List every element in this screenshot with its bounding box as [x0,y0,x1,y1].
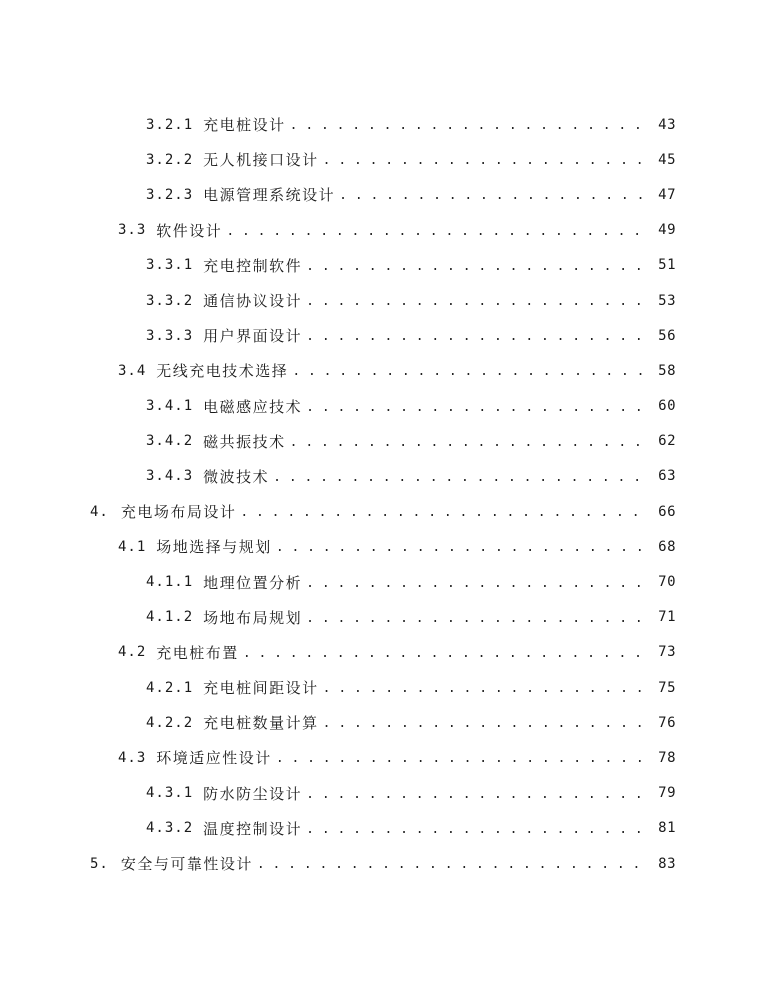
toc-entry-number: 3.2.1 [146,116,194,133]
toc-entry[interactable] [0,424,765,459]
toc-entry-page: 81 [658,820,676,837]
toc-entry[interactable] [0,389,765,424]
toc-dot-leader [226,224,646,239]
toc-entry-title: 用户界面设计 [203,327,303,346]
toc-entry-title: 微波技术 [203,467,270,486]
toc-entry[interactable] [0,600,765,635]
toc-entry-page: 79 [658,785,676,802]
toc-dot-leader [306,259,646,274]
toc-entry-title: 充电桩数量计算 [203,714,319,733]
toc-entry-number: 4.1 [118,538,147,555]
toc-entry-title: 充电场布局设计 [120,503,237,522]
toc-entry-page: 73 [658,644,676,661]
toc-entry-number: 3.4.3 [146,468,194,485]
toc-dot-leader [306,611,646,626]
toc-entry-number: 4. [90,503,109,520]
toc-entry-page: 78 [658,749,676,766]
toc-entry[interactable] [0,213,765,248]
toc-dot-leader [273,470,646,485]
toc-dot-leader [243,646,646,661]
toc-entry[interactable] [0,670,765,705]
toc-dot-leader [323,716,646,731]
toc-entry-page: 56 [658,327,676,344]
toc-dot-leader [306,400,646,415]
toc-entry-page: 71 [658,609,676,626]
toc-entry-page: 45 [658,151,676,168]
toc-entry[interactable] [0,248,765,283]
toc-entry-number: 3.4.2 [146,433,194,450]
toc-entry-page: 43 [658,116,676,133]
toc-entry-page: 58 [658,362,676,379]
toc-dot-leader [339,188,646,203]
toc-entry-title: 充电控制软件 [203,256,303,275]
toc-entry-number: 4.3 [118,749,147,766]
toc-dot-leader [306,822,646,837]
toc-entry-number: 3.4 [118,362,147,379]
toc-entry-title: 地理位置分析 [203,573,303,592]
toc-dot-leader [323,153,646,168]
toc-entry-title: 无线充电技术选择 [156,362,289,381]
toc-entry-title: 无人机接口设计 [203,151,319,170]
toc-entry[interactable] [0,283,765,318]
toc-entry-page: 47 [658,186,676,203]
toc-entry[interactable] [0,635,765,670]
toc-dot-leader [257,857,646,872]
toc-entry-title: 充电桩间距设计 [203,679,319,698]
toc-entry-page: 66 [658,503,676,520]
toc-entry-page: 60 [658,398,676,415]
toc-entry-number: 3.3 [118,222,147,239]
toc-dot-leader [290,118,646,133]
toc-entry-title: 场地布局规划 [203,608,303,627]
toc-entry-page: 51 [658,257,676,274]
toc-entry-title: 充电桩布置 [156,643,239,662]
toc-entry[interactable] [0,142,765,177]
toc-entry-number: 3.4.1 [146,398,194,415]
toc-entry-page: 63 [658,468,676,485]
toc-entry-title: 充电桩设计 [203,116,286,135]
toc-entry-title: 磁共振技术 [203,432,286,451]
toc-entry-number: 4.2 [118,644,147,661]
toc-entry-page: 83 [658,855,676,872]
toc-entry-number: 4.2.2 [146,714,194,731]
toc-entry[interactable] [0,776,765,811]
toc-entry[interactable] [0,107,765,142]
toc-entry-number: 3.3.3 [146,327,194,344]
toc-entry-page: 49 [658,222,676,239]
toc-dot-leader [290,435,646,450]
toc-dot-leader [306,576,646,591]
toc-entry-page: 68 [658,538,676,555]
toc-entry[interactable] [0,846,765,881]
toc-entry-number: 4.1.2 [146,609,194,626]
toc-dot-leader [276,751,646,766]
toc-dot-leader [276,540,646,555]
toc-dot-leader [306,329,646,344]
toc-entry-page: 70 [658,574,676,591]
toc-dot-leader [306,787,646,802]
toc-entry-number: 3.2.2 [146,151,194,168]
toc-entry-title: 安全与可靠性设计 [120,855,253,874]
toc-entry-number: 4.3.1 [146,785,194,802]
toc-entry[interactable] [0,459,765,494]
toc-entry-page: 53 [658,292,676,309]
toc-entry-number: 4.2.1 [146,679,194,696]
toc-entry-page: 76 [658,714,676,731]
toc-entry-title: 环境适应性设计 [156,749,272,768]
toc-entry[interactable] [0,318,765,353]
toc-entry-title: 电源管理系统设计 [203,186,336,205]
toc-entry[interactable] [0,705,765,740]
toc-entry-page: 75 [658,679,676,696]
toc-entry[interactable] [0,564,765,599]
toc-entry-number: 5. [90,855,109,872]
toc-entry-title: 场地选择与规划 [156,538,272,557]
toc-entry-title: 软件设计 [156,221,223,240]
toc-entry-title: 电磁感应技术 [203,397,303,416]
toc-dot-leader [292,364,646,379]
toc-entry[interactable] [0,177,765,212]
toc-dot-leader [323,681,646,696]
toc-entry-page: 62 [658,433,676,450]
toc-entry[interactable] [0,529,765,564]
toc-entry-number: 4.3.2 [146,820,194,837]
toc-entry-title: 防水防尘设计 [203,784,303,803]
toc-dot-leader [306,294,646,309]
toc-entry-number: 4.1.1 [146,574,194,591]
toc-entry-title: 温度控制设计 [203,819,303,838]
toc-entry-number: 3.2.3 [146,186,194,203]
toc-entry-number: 3.3.1 [146,257,194,274]
table-of-contents [0,107,765,881]
toc-entry[interactable] [0,353,765,388]
toc-entry-title: 通信协议设计 [203,292,303,311]
toc-entry[interactable] [0,494,765,529]
toc-entry[interactable] [0,811,765,846]
toc-dot-leader [240,505,646,520]
toc-entry-number: 3.3.2 [146,292,194,309]
toc-entry[interactable] [0,740,765,775]
